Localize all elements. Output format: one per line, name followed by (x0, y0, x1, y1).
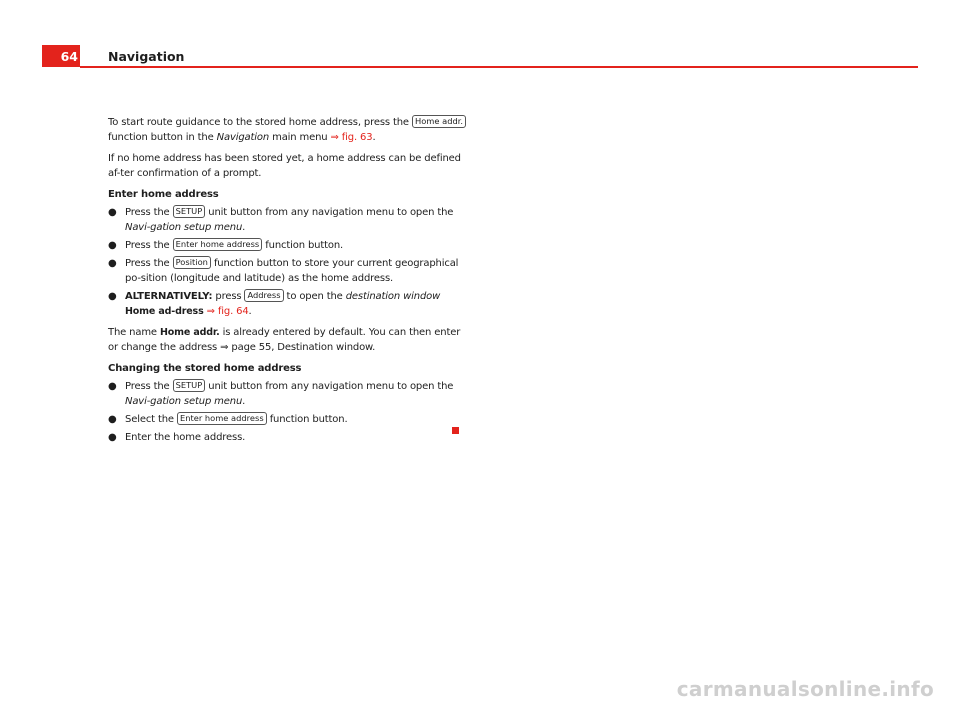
list-item (108, 289, 468, 319)
bullet-icon: ● (108, 381, 117, 392)
list-item (108, 430, 468, 445)
enter-home-address-key: Enter home address (177, 412, 267, 425)
setup-key: SETUP (173, 205, 206, 218)
list-item (108, 205, 468, 235)
emphasis: Navi-gation setup menu (125, 396, 243, 407)
text: Enter the home address. (125, 432, 246, 443)
intro-paragraph (108, 115, 468, 145)
setup-key: SETUP (173, 379, 206, 392)
text: is already entered by default. You can then enter or change the address ⇒ page 55, Destination window. (108, 327, 461, 353)
list-item (108, 238, 468, 253)
default-name-paragraph (108, 325, 468, 355)
text: . (242, 222, 246, 233)
alternatively-label: ALTERNATIVELY: (125, 291, 213, 302)
address-key: Address (244, 289, 283, 302)
text: Press the (125, 381, 170, 392)
text: press (215, 291, 242, 302)
text: Press the (125, 258, 170, 269)
emphasis: Navigation (216, 132, 270, 143)
heading-changing-home-address: Changing the stored home address (108, 363, 302, 374)
bullet-icon: ● (108, 240, 117, 251)
text: function button. (265, 240, 344, 251)
fig-64-link[interactable]: ⇒ fig. 64 (206, 306, 249, 317)
text: unit button from any navigation menu to open the (208, 381, 454, 392)
enter-home-address-key: Enter home address (173, 238, 263, 251)
text: function button to store your current geographical po-sition (longitude and latitude) as the home address. (125, 258, 459, 284)
section-end-marker (452, 427, 459, 434)
body-text (108, 115, 468, 448)
heading-enter-home-address: Enter home address (108, 189, 219, 200)
text: The name (108, 327, 157, 338)
text: Press the (125, 240, 170, 251)
text: Press the (125, 207, 170, 218)
home-addr-name: Home addr. (159, 327, 220, 338)
text: . (248, 306, 252, 317)
fig-63-link[interactable]: ⇒ fig. 63 (330, 132, 373, 143)
text: to open the (286, 291, 343, 302)
position-key: Position (173, 256, 211, 269)
header-rule (80, 66, 918, 68)
bullet-icon: ● (108, 432, 117, 443)
home-address-name: Home ad-dress (125, 306, 204, 317)
bullet-icon: ● (108, 258, 117, 269)
text: . (242, 396, 246, 407)
text: function button. (269, 414, 348, 425)
section-title: Navigation (108, 49, 185, 64)
bullet-icon: ● (108, 291, 117, 302)
text: function button in the (108, 132, 214, 143)
text: To start route guidance to the stored home address, press the (108, 117, 409, 128)
list-item (108, 379, 468, 409)
home-addr-button: Home addr. (412, 115, 466, 128)
emphasis: Navi-gation setup menu (125, 222, 243, 233)
text: unit button from any navigation menu to open the (208, 207, 454, 218)
watermark: carmanualsonline.info (676, 677, 934, 701)
list-item (108, 256, 468, 286)
text: . (372, 132, 376, 143)
list-item (108, 412, 468, 427)
text: Select the (125, 414, 174, 425)
text: main menu (272, 132, 328, 143)
bullet-icon: ● (108, 207, 117, 218)
emphasis: destination window (345, 291, 441, 302)
page-number: 64 (42, 45, 80, 67)
no-home-paragraph: If no home address has been stored yet, a home address can be defined af-ter confirmation of a prompt. (108, 153, 461, 179)
bullet-icon: ● (108, 414, 117, 425)
